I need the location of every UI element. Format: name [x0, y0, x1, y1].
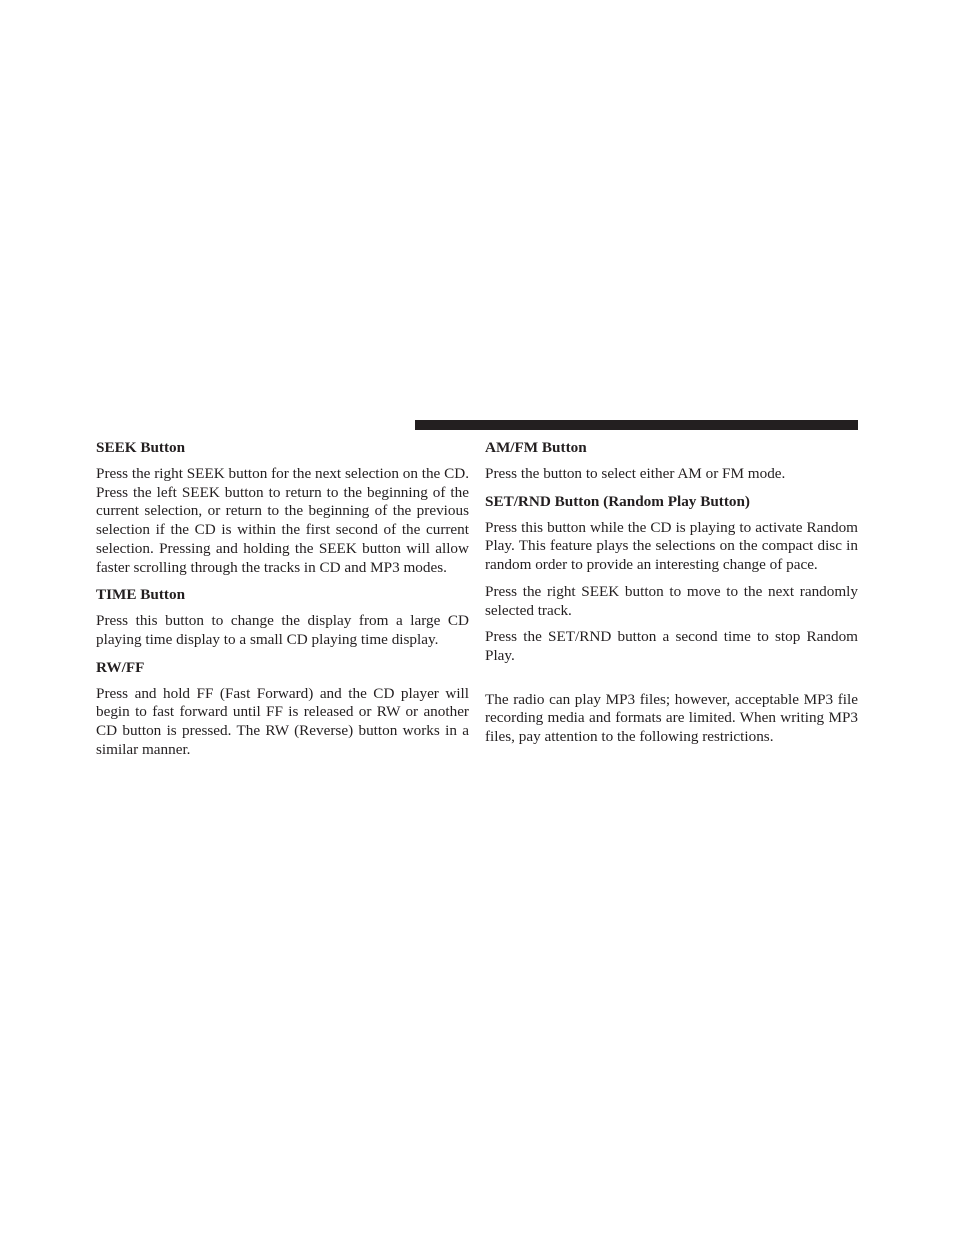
section-gap [485, 674, 858, 691]
section-header-bar [415, 420, 858, 430]
seek-button-heading: SEEK Button [96, 439, 186, 456]
time-button-heading: TIME Button [96, 586, 186, 604]
am-fm-button-heading: AM/FM Button [485, 439, 587, 456]
set-rnd-button-text-1: Press this button while the CD is playing to activate Random Play. This feature plays the selections on the compact disc in random order to provide an interesting change of pace. [485, 518, 858, 574]
set-rnd-button-heading: SET/RND Button (Random Play Button) [485, 492, 750, 510]
left-column [96, 438, 469, 767]
time-button-text: Press this button to change the display from a large CD playing time display to a small CD playing time display. [96, 612, 469, 648]
seek-button-text: Press the right SEEK button for the next selection on the CD. Press the left SEEK button to return to the beginning of the current selection, or return to the beginning of the previous selection if the CD is within the first second of the current selection. Pressing and holding the SEEK button will allow faster scrolling through the tracks in CD and MP3 modes. [96, 465, 469, 576]
rw-ff-text: Press and hold FF (Fast Forward) and the CD player will begin to fast forward until FF is released or RW or another CD button is pressed. The RW (Reverse) button works in a similar manner. [96, 684, 469, 758]
am-fm-button-text: Press the button to select either AM or FM mode. [485, 465, 786, 482]
set-rnd-button-text-2: Press the right SEEK button to move to the next randomly selected track. [485, 582, 858, 619]
rw-ff-heading: RW/FF [96, 658, 145, 676]
mp3-intro-text: The radio can play MP3 files; however, acceptable MP3 file recording media and formats are limited. When writing MP3 files, pay attention to the following restrictions. [485, 690, 858, 746]
right-column [485, 438, 858, 755]
set-rnd-button-text-3: Press the SET/RND button a second time to stop Random Play. [485, 628, 858, 664]
